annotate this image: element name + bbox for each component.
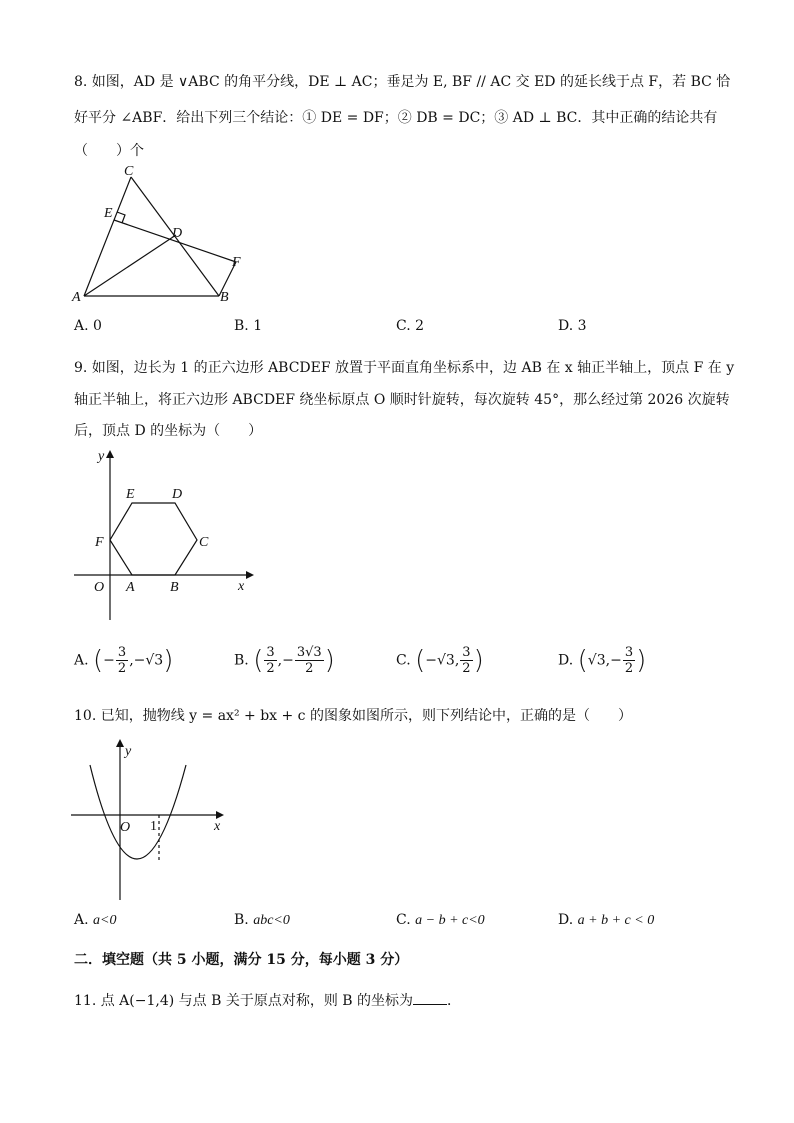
q9-label-O: O [94, 580, 105, 595]
q8-label-D: D [172, 226, 183, 241]
q10-label-1: 1 [150, 819, 157, 834]
q9-hexagon [110, 503, 197, 575]
q8-label-C: C [124, 164, 134, 179]
q8-option-a[interactable]: A. 0 [74, 318, 102, 334]
q10-option-b[interactable]: B. abc<0 [234, 912, 290, 928]
q8-figure [66, 163, 256, 305]
q8-segment-AD [84, 235, 176, 296]
q11-answer-blank[interactable] [413, 990, 447, 1005]
q8-segment-AC [84, 177, 131, 296]
q9-option-b[interactable]: B. ( $\frac{3}{2}$ ,− $\frac{3√3}{2}$ ) [234, 645, 335, 676]
q10-parabola [90, 765, 186, 859]
q9-figure [66, 448, 266, 623]
q11-stem: 11. 点 A(−1,4) 与点 B 关于原点对称，则 B 的坐标为 ． [74, 990, 461, 1011]
q9-option-a[interactable]: A. (− $\frac{3}{2}$ ,−√3) [74, 645, 174, 676]
q8-option-b[interactable]: B. 1 [234, 318, 263, 334]
q8-stem-line2: 好平分 ∠ABF．给出下列三个结论：① DE = DF；② DB = DC；③ AD ⊥ BC．其中正确的结论共有 [74, 110, 718, 126]
q9-label-E: E [126, 487, 135, 502]
q10-option-a[interactable]: A. a<0 [74, 912, 117, 928]
q9-label-A: A [126, 580, 135, 595]
q10-label-y: y [125, 744, 132, 759]
q10-x-arrow [216, 811, 224, 819]
q8-option-d[interactable]: D. 3 [558, 318, 587, 334]
q8-label-E: E [104, 206, 113, 221]
q10-y-arrow [116, 739, 124, 747]
q10-option-d[interactable]: D. a + b + c < 0 [558, 912, 655, 928]
q8-label-F: F [232, 255, 241, 270]
section-2-heading: 二．填空题（共 5 小题，满分 15 分，每小题 3 分） [74, 952, 409, 968]
q8-stem-line3: （ ）个 [74, 143, 144, 159]
q8-label-A: A [72, 290, 81, 305]
q9-label-x: x [238, 579, 245, 594]
q9-label-D: D [172, 487, 183, 502]
q9-stem-line3: 后，顶点 D 的坐标为（ ） [74, 423, 263, 439]
q9-option-d[interactable]: D. (√3,− $\frac{3}{2}$ ) [558, 645, 647, 676]
q10-stem: 10. 已知，抛物线 y = ax² + bx + c 的图象如图所示，则下列结论中，正确的是（ ） [74, 708, 632, 724]
q8-option-c[interactable]: C. 2 [396, 318, 425, 334]
q9-label-C: C [199, 535, 209, 550]
q8-stem-line1: 8. 如图，AD 是 ∨ABC 的角平分线，DE ⊥ AC；垂足为 E, BF // AC 交 ED 的延长线于点 F，若 BC 恰 [74, 74, 731, 90]
q9-stem-line1: 9. 如图，边长为 1 的正六边形 ABCDEF 放置于平面直角坐标系中，边 AB 在 x 轴正半轴上，顶点 F 在 y [74, 360, 735, 376]
q9-label-B: B [170, 580, 179, 595]
q10-label-x: x [214, 819, 221, 834]
q10-figure [66, 735, 236, 905]
q9-x-arrow [246, 571, 254, 579]
q9-label-F: F [95, 535, 104, 550]
q9-y-arrow [106, 450, 114, 458]
q9-option-c[interactable]: C. (−√3, $\frac{3}{2}$ ) [396, 645, 484, 676]
q9-stem-line2: 轴正半轴上，将正六边形 ABCDEF 绕坐标原点 O 顺时针旋转，每次旋转 45°，那么经过第 2026 次旋转 [74, 392, 730, 408]
q10-label-O: O [120, 820, 131, 835]
q9-label-y: y [98, 449, 105, 464]
q8-label-B: B [220, 290, 229, 305]
q10-option-c[interactable]: C. a − b + c<0 [396, 912, 485, 928]
